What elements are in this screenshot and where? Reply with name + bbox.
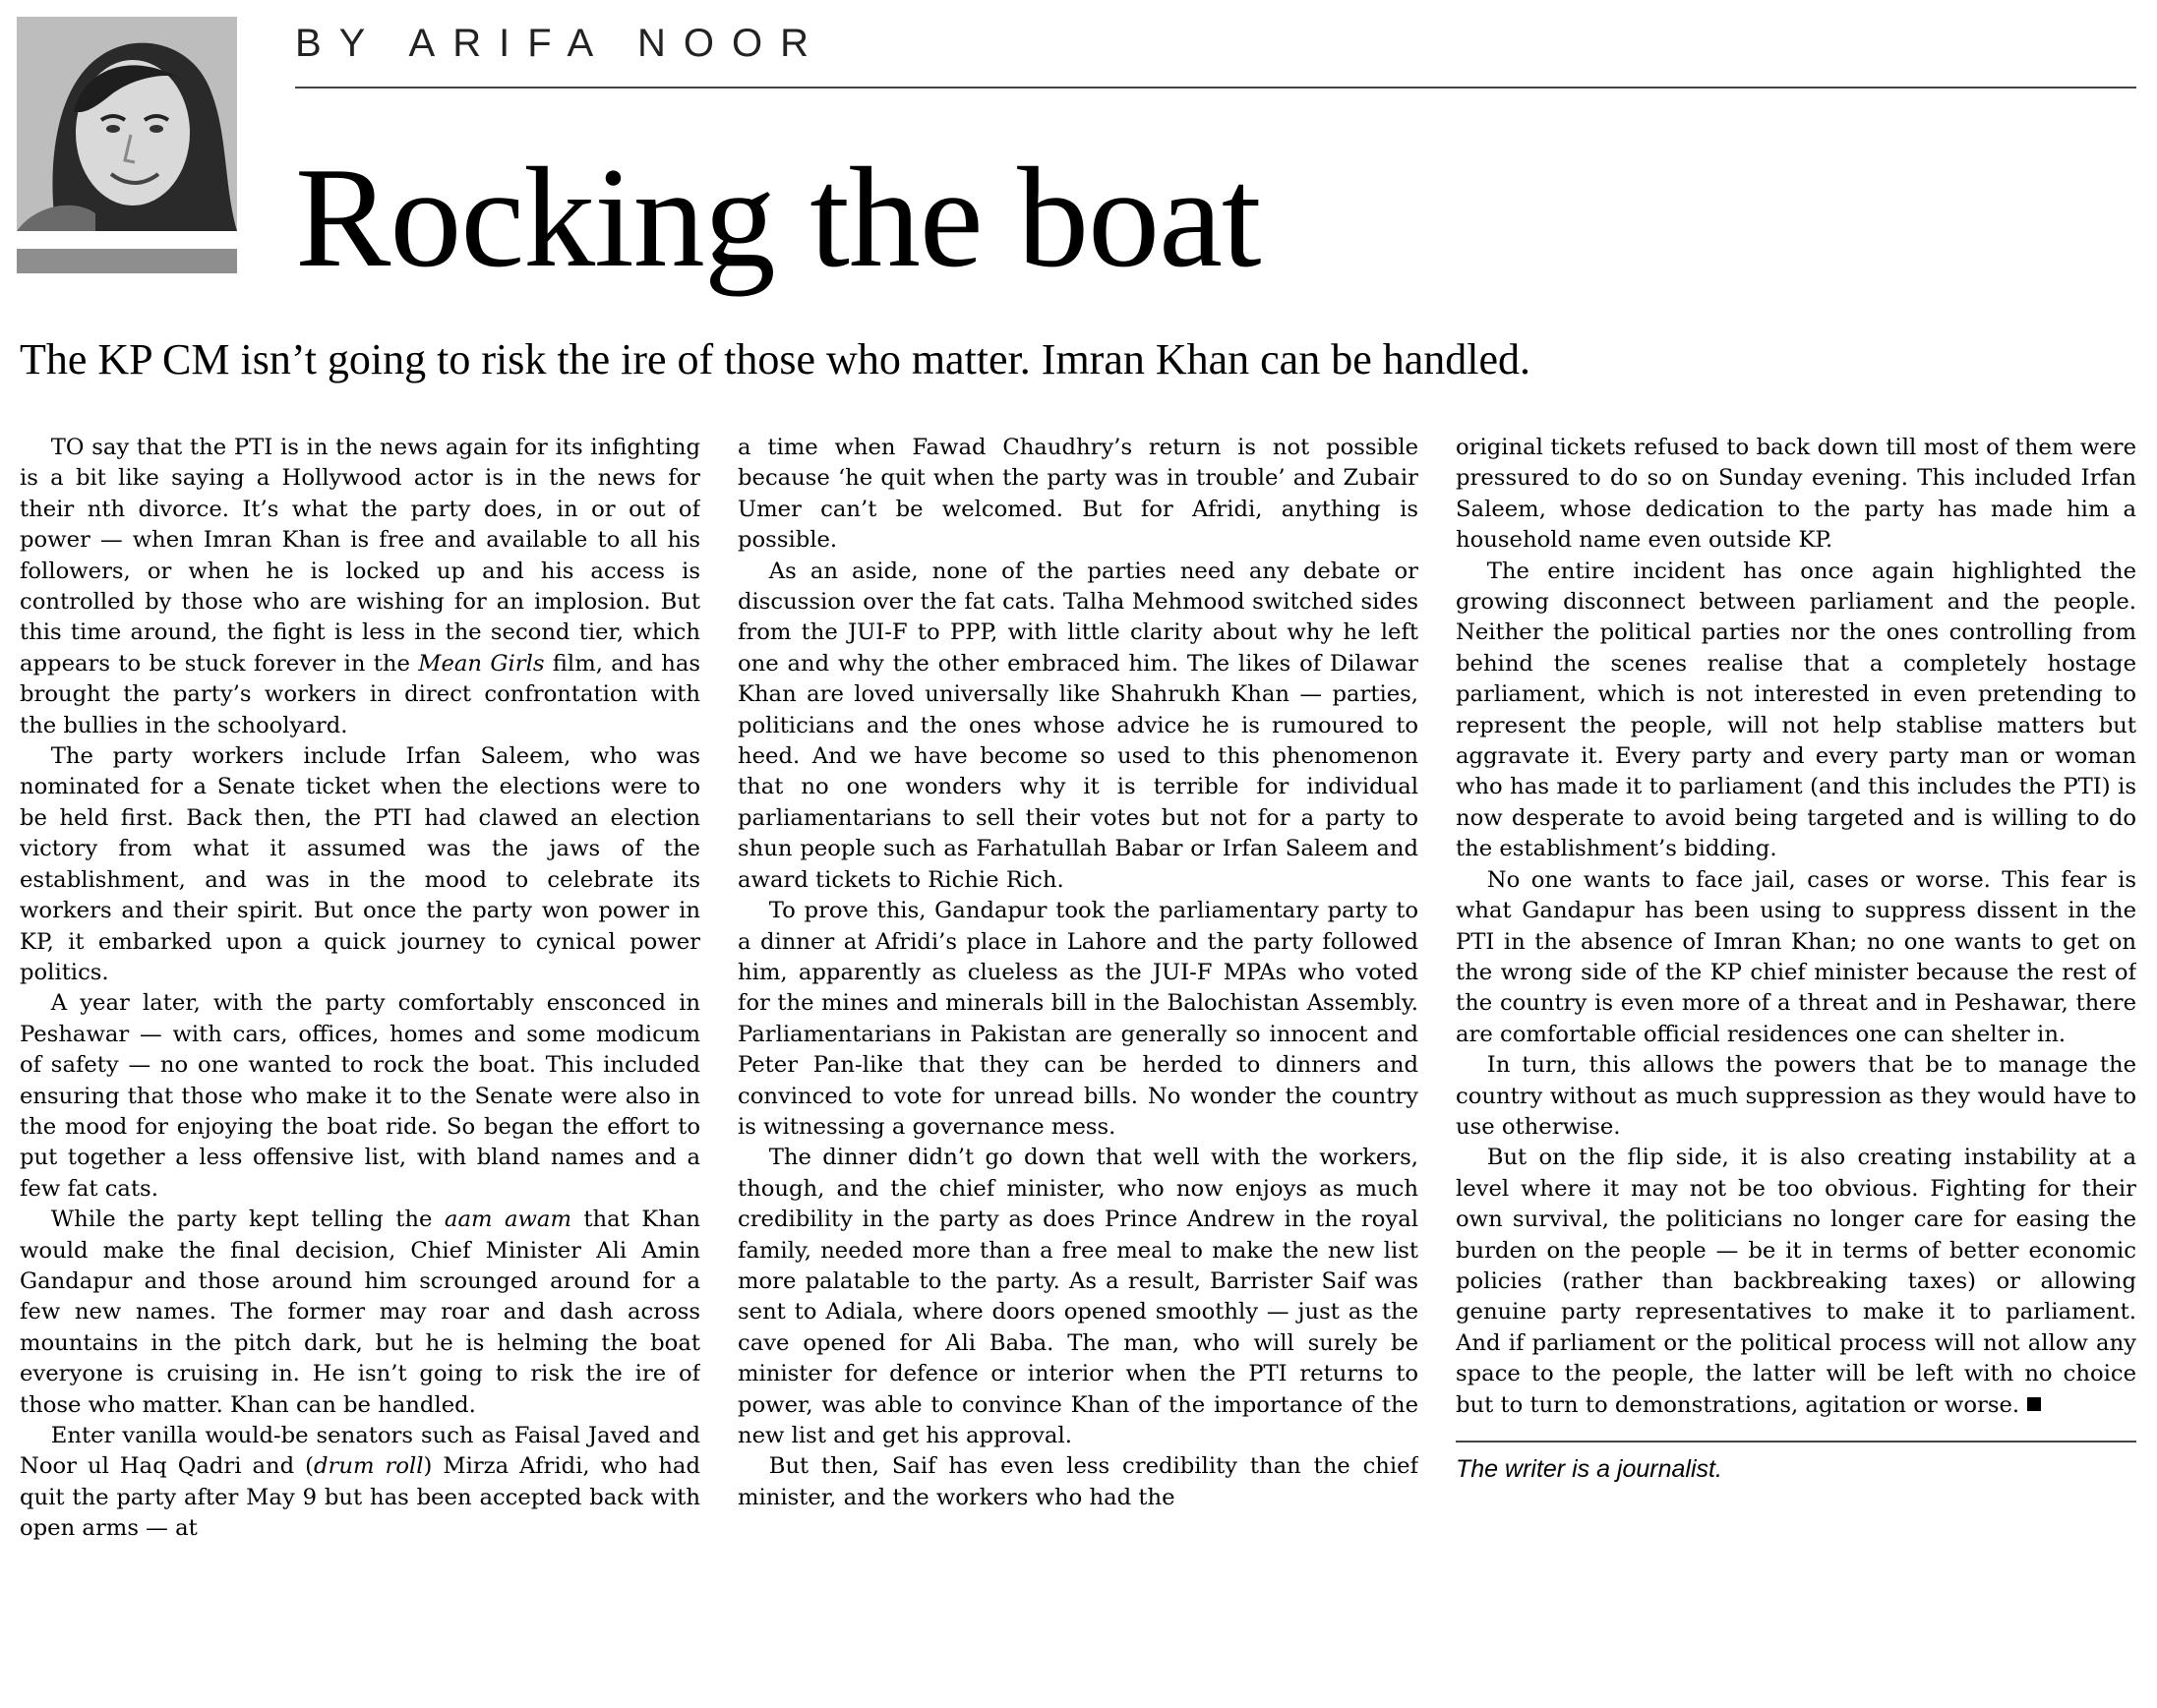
text-run: But then, Saif has even less credibility than the chief minister, and the workers who had the [738, 1453, 1418, 1510]
text-run: film, and has brought the party’s workers in direct confrontation with the bullies in the schoolyard. [20, 650, 700, 738]
italic-phrase: aam awam [444, 1207, 571, 1233]
headline: Rocking the boat [295, 138, 1261, 297]
text-run: To prove this, Gandapur took the parliamentary party to a dinner at Afridi’s place in Lahore and the party followed him, apparently as clueless as the JUI-F MPAs who voted for the mines and minerals bill in the Balochistan Assembly. Parliamentarians in Pakistan are generally so innocent and Peter Pan-like that they can be herded to dinners and convinced to vote for unread bills. No wonder the country is witnessing a governance mess. [738, 898, 1418, 1140]
paragraph [738, 896, 1418, 1143]
paragraph [738, 557, 1418, 896]
paragraph [1456, 1143, 2136, 1421]
paragraph [20, 1421, 700, 1545]
text-run: original tickets refused to back down till most of them were pressured to do so on Sunday evening. This included Irfan Saleem, whose dedication to the party has made him a household name even outside KP. [1456, 435, 2136, 554]
paragraph [738, 1451, 1418, 1513]
byline-rule [295, 87, 2136, 88]
text-run: Enter vanilla would-be senators such as Faisal Javed and Noor ul Haq Qadri and ( [20, 1423, 700, 1480]
paragraph [20, 741, 700, 988]
paragraph [1456, 865, 2136, 1050]
text-run: a time when Fawad Chaudhry’s return is not possible because ‘he quit when the party was in trouble’ and Zubair Umer can’t be welcomed. But for Afridi, anything is possible. [738, 435, 1418, 554]
italic-phrase: drum roll [313, 1453, 424, 1480]
byline: BY ARIFA NOOR [295, 22, 827, 65]
author-photo [17, 17, 237, 231]
portrait-photo-icon [17, 17, 237, 231]
credit-rule [1456, 1441, 2136, 1443]
standfirst: The KP CM isn’t going to risk the ire of those who matter. Imran Khan can be handled. [20, 335, 1531, 383]
paragraph [20, 433, 700, 741]
text-run: No one wants to face jail, cases or worse. This fear is what Gandapur has been using to suppress dissent in the PTI in the absence of Imran Khan; no one wants to get on the wrong side of the KP chief minister because the rest of the country is even more of a threat and in Peshawar, there are comfortable official residences one can shelter in. [1456, 866, 2136, 1047]
paragraph [1456, 433, 2136, 557]
photo-caption-bar [17, 249, 237, 273]
column-2 [738, 433, 1418, 1691]
paragraph [20, 988, 700, 1205]
text-run: As an aside, none of the parties need any debate or discussion over the fat cats. Talha Mehmood switched sides from the JUI-F to PPP, with little clarity about why he left one and why the other embraced him. The likes of Dilawar Khan are loved universally like Shahrukh Khan — parties, politicians and the ones whose advice he is rumoured to heed. And we have become so used to this phenomenon that no one wonders why it is terrible for individual parliamentarians to sell their votes but not for a party to shun people such as Farhatullah Babar or Irfan Saleem and award tickets to Richie Rich. [738, 558, 1418, 893]
italic-phrase: Mean Girls [418, 650, 545, 677]
writer-credit: The writer is a journalist. [1456, 1455, 1722, 1483]
text-run: that Khan would make the final decision, Chief Minister Ali Amin Gandapur and those around him scrounged around for a few new names. The former may roar and dash across mountains in the pitch dark, but he is helming the boat everyone is cruising in. He isn’t going to risk the ire of those who matter. Khan can be handled. [20, 1207, 700, 1418]
text-run: The entire incident has once again highlighted the growing disconnect between parliament and the people. Neither the political parties nor the ones controlling from behind the scenes realise that a completely hostage parliament, which is not interested in even pretending to represent the people, will not help stablise matters but aggravate it. Every party and every party man or woman who has made it to parliament (and this includes the PTI) is now desperate to avoid being targeted and is willing to do the establishment’s bidding. [1456, 558, 2136, 862]
paragraph [1456, 1050, 2136, 1143]
text-run: ) Mirza Afridi, who had quit the party after May 9 but has been accepted back with open arms — at [20, 1453, 700, 1542]
text-run: The party workers include Irfan Saleem, who was nominated for a Senate ticket when the elections were to be held first. Back then, the PTI had clawed an election victory from what it assumed was the jaws of the establishment, and was in the mood to celebrate its workers and their spirit. But once the party won power in KP, it embarked upon a quick journey to cynical power politics. [20, 743, 700, 985]
text-run: A year later, with the party comfortably ensconced in Peshawar — with cars, offices, homes and some modicum of safety — no one wanted to rock the boat. This included ensuring that those who make it to the Senate were also in the mood for enjoying the boat ride. So began the effort to put together a less offensive list, with bland names and a few fat cats. [20, 990, 700, 1202]
text-run: In turn, this allows the powers that be to manage the country without as much suppression as they would have to use otherwise. [1456, 1052, 2136, 1140]
column-1 [20, 433, 700, 1691]
text-run: While the party kept telling the [50, 1207, 445, 1233]
text-run: The dinner didn’t go down that well with the workers, though, and the chief minister, who now enjoys as much credibility in the party as does Prince Andrew in the royal family, needed more than a free meal to make the new list more palatable to the party. As a result, Barrister Saif was sent to Adiala, where doors opened smoothly — just as the cave opened for Ali Baba. The man, who will surely be minister for defence or interior when the PTI returns to power, was able to convince Khan of the importance of the new list and get his approval. [738, 1145, 1418, 1448]
column-3 [1456, 433, 2136, 1691]
end-square-icon [2027, 1397, 2041, 1411]
paragraph [20, 1205, 700, 1421]
text-run: But on the flip side, it is also creating instability at a level where it may not be too obvious. Fighting for their own survival, the politicians no longer care for easing the burden on the people — be it in terms of better economic policies (rather than backbreaking taxes) or allowing genuine party representatives to make it to parliament. And if parliament or the political process will not allow any space to the people, the latter will be left with no choice but to turn to demonstrations, agitation or worse. [1456, 1145, 2136, 1418]
article-body [20, 433, 2136, 1691]
paragraph [738, 1143, 1418, 1451]
text-run: TO say that the PTI is in the news again for its infighting is a bit like saying a Hollywood actor is in the news for their nth divorce. It’s what the party does, in or out of power — when Imran Khan is free and available to all his followers, or when he is locked up and his access is controlled by those who are wishing for an implosion. But this time around, the fight is less in the second tier, which appears to be stuck forever in the [20, 435, 700, 677]
paragraph [1456, 557, 2136, 865]
paragraph [738, 433, 1418, 557]
